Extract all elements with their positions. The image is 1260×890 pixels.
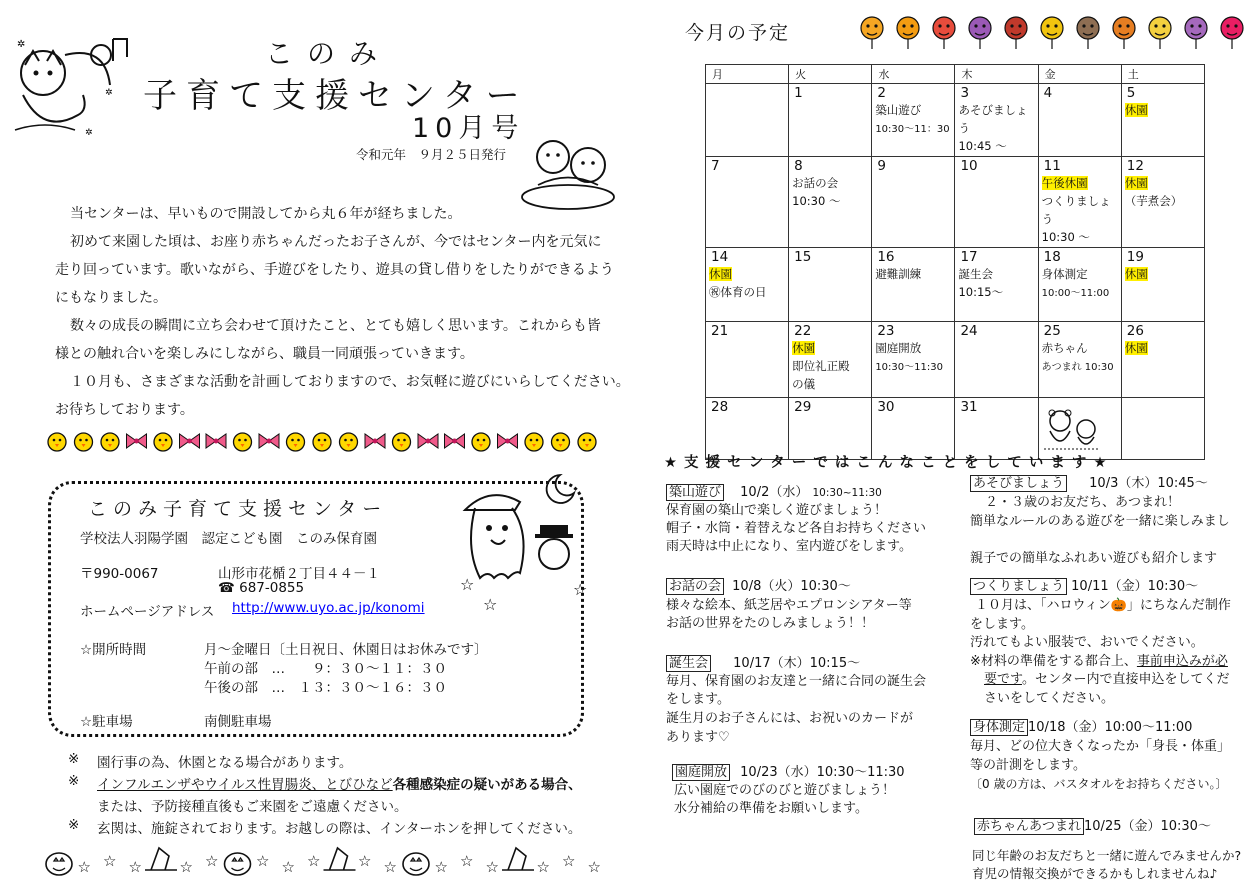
activity-line xyxy=(970,653,1228,672)
activity-line: 雨天時は中止になり、室内遊びをします。 xyxy=(666,539,912,554)
activity-line xyxy=(984,671,1229,690)
star-icon xyxy=(78,858,91,876)
activity-label: 園庭開放 xyxy=(672,764,730,781)
day-number: 11 xyxy=(1043,158,1061,174)
calendar-cell xyxy=(955,157,1038,248)
svg-text:✲: ✲ xyxy=(105,88,113,98)
activity-line: をします。 xyxy=(666,692,730,707)
calendar-cell-empty xyxy=(706,84,789,157)
svg-text:☆: ☆ xyxy=(103,852,117,870)
ribbon-icon xyxy=(445,434,465,448)
halloween-character-icon xyxy=(1005,17,1027,49)
day-number: 5 xyxy=(1126,85,1136,101)
calendar-cell xyxy=(1121,248,1204,322)
notice-text: 園行事の為、休園となる場合があります。 xyxy=(97,755,353,771)
svg-text:☆: ☆ xyxy=(587,858,601,876)
day-number: 17 xyxy=(960,249,978,265)
activity-header xyxy=(666,655,860,674)
day-number: 14 xyxy=(711,249,729,265)
day-number: 4 xyxy=(1043,85,1053,101)
event-label: 即位礼正殿 xyxy=(792,359,850,373)
star-icon xyxy=(180,858,193,876)
calendar-cell xyxy=(1038,248,1121,322)
star-icon xyxy=(486,858,499,876)
day-number: 30 xyxy=(877,399,895,415)
hours-days: 月～金曜日〔土日祝日、休園日はお休みです〕 xyxy=(204,642,488,658)
star-icon xyxy=(103,852,116,870)
calendar-cell xyxy=(1038,322,1121,398)
activity-time: 10:30~11:30 xyxy=(812,487,882,499)
activity-line: ２・３歳のお友だち、あつまれ！ xyxy=(985,495,1181,510)
day-number: 2 xyxy=(877,85,886,101)
event-label: 赤ちゃん xyxy=(1041,341,1088,355)
calendar-cell xyxy=(872,248,955,322)
activity-header xyxy=(970,475,1208,494)
ghost-halloween-illustration xyxy=(455,470,605,620)
witch-hat-icon xyxy=(324,848,356,870)
notice-text: 玄関は、施錠されております。お越しの際は、インターホンを押してください。 xyxy=(97,821,582,837)
notice-bold: 各種感染症の疑いがある場合、 xyxy=(392,777,582,793)
calendar-cell xyxy=(1121,157,1204,248)
ribbon-icon xyxy=(498,434,518,448)
activity-date: 10/17（木）10:15～ xyxy=(733,656,861,671)
svg-text:☆: ☆ xyxy=(460,575,475,594)
event-time: 10:15～ xyxy=(958,285,1004,299)
activity-line: 同じ年齢のお友だちと一緒に遊んでみませんか? xyxy=(972,848,1242,863)
svg-text:☆: ☆ xyxy=(485,858,499,876)
svg-text:☆: ☆ xyxy=(434,858,448,876)
ribbon-icon xyxy=(206,434,226,448)
homepage-label: ホームページアドレス xyxy=(80,604,215,620)
svg-text:☆: ☆ xyxy=(256,852,270,870)
chick-icon xyxy=(234,433,252,451)
svg-text:☆: ☆ xyxy=(536,858,550,876)
greeting-line: 走り回っています。歌いながら、手遊びをしたり、遊具の貸し借りをしたりができるよう xyxy=(55,262,614,278)
calendar-cell xyxy=(789,322,872,398)
ribbon-icon xyxy=(259,434,279,448)
event-time: 10:45 ～ xyxy=(958,139,1007,153)
event-label: お話の会 xyxy=(792,176,839,190)
notice-mark: ※ xyxy=(68,751,80,767)
event-label: 園庭開放 xyxy=(875,341,922,355)
star-icon xyxy=(307,852,320,870)
weekday-thu: 木 xyxy=(955,65,1038,84)
halloween-character-icon xyxy=(1221,17,1243,49)
chick-icon xyxy=(340,433,358,451)
day-number: 8 xyxy=(794,158,803,174)
weekday-fri: 金 xyxy=(1038,65,1121,84)
event-label: 誕生会 xyxy=(958,267,993,281)
notice-underlined: インフルエンザやウイルス性胃腸炎、とびひなど xyxy=(97,777,393,793)
calendar-week xyxy=(706,322,1205,398)
activity-text: 。センター内で直接申込をしてくだ xyxy=(1021,672,1230,687)
svg-text:☆: ☆ xyxy=(383,858,397,876)
witch-hat-icon xyxy=(145,848,177,870)
ribbon-icon xyxy=(180,434,200,448)
activity-label: 身体測定 xyxy=(970,719,1028,736)
activity-header xyxy=(666,578,851,597)
activity-underlined: 要です xyxy=(984,672,1022,687)
chick-icon xyxy=(313,433,331,451)
activity-line: 等の計測をします。 xyxy=(970,758,1086,773)
hours-label: ☆開所時間 xyxy=(80,642,147,658)
closed-badge: 休園 xyxy=(1124,176,1148,190)
svg-text:✲: ✲ xyxy=(85,128,93,138)
notice-text xyxy=(97,773,582,793)
star-icon xyxy=(460,852,473,870)
svg-text:☆: ☆ xyxy=(573,580,588,599)
activity-date: 10/23（水）10:30～11:30 xyxy=(740,765,905,780)
day-number: 23 xyxy=(877,323,895,339)
svg-text:☆: ☆ xyxy=(483,595,498,614)
closed-badge: 休園 xyxy=(1124,103,1148,117)
calendar-title: 今月の予定 xyxy=(685,22,791,44)
greeting-line: 初めて来園した頃は、お座り赤ちゃんだったお子さんが、今ではセンター内を元気に xyxy=(70,234,602,250)
star-icon xyxy=(435,858,448,876)
chick-icon xyxy=(154,433,172,451)
activity-line: あります♡ xyxy=(666,730,730,745)
activity-line: 水分補給の準備をお願いします。 xyxy=(674,801,868,816)
svg-text:✲: ✲ xyxy=(17,39,26,50)
day-number: 29 xyxy=(794,399,812,415)
calendar-week xyxy=(706,84,1205,157)
star-icon xyxy=(282,858,295,876)
halloween-character-icon xyxy=(969,17,991,49)
activity-line: 育児の情報交換ができるかもしれませんね♪ xyxy=(972,866,1218,881)
weekday-mon: 月 xyxy=(706,65,789,84)
activity-label: お話の会 xyxy=(666,578,724,595)
halloween-character-icon xyxy=(897,17,919,49)
calendar-cell xyxy=(1121,84,1204,157)
activity-date: 10/2（水） xyxy=(740,485,809,500)
day-number: 22 xyxy=(794,323,812,339)
day-number: 28 xyxy=(711,399,729,415)
hours-pm: 午後の部 … １３：３０～１６：３０ xyxy=(204,680,447,696)
ribbon-icon xyxy=(418,434,438,448)
activity-line: 毎月、保育園のお友達と一緒に合同の誕生会 xyxy=(666,674,927,689)
chick-icon xyxy=(101,433,119,451)
parking-value: 南側駐車場 xyxy=(204,714,272,730)
greeting-line: にもなりました。 xyxy=(55,290,167,306)
day-number: 7 xyxy=(711,158,720,174)
calendar-cell-empty xyxy=(1121,398,1204,460)
svg-text:☆: ☆ xyxy=(77,858,91,876)
activity-header xyxy=(974,818,1211,837)
center-org: 学校法人羽陽学園 認定こども園 このみ保育園 xyxy=(80,531,377,547)
day-number: 19 xyxy=(1126,249,1144,265)
activity-label: 築山遊び xyxy=(666,484,724,501)
activity-line: 毎月、どの位大きくなったか「身長・体重」 xyxy=(970,739,1231,754)
svg-text:☆: ☆ xyxy=(128,858,142,876)
calendar-week xyxy=(706,157,1205,248)
chick-ribbon-border xyxy=(45,428,615,454)
activity-underlined: 事前申込みが必 xyxy=(1136,654,1228,669)
calendar-cell xyxy=(955,322,1038,398)
event-label: 避難訓練 xyxy=(875,267,922,281)
pumpkin-icon xyxy=(46,853,72,875)
pumpkin-star-border xyxy=(45,842,615,882)
weekday-sat: 土 xyxy=(1121,65,1204,84)
activity-header xyxy=(672,764,905,783)
chick-icon xyxy=(75,433,93,451)
day-number: 16 xyxy=(877,249,895,265)
event-time: 10:30 ～ xyxy=(792,194,841,208)
activity-header xyxy=(970,578,1198,597)
day-number: 1 xyxy=(794,85,803,101)
star-icon xyxy=(384,858,397,876)
chick-icon xyxy=(472,433,490,451)
activity-header xyxy=(970,719,1192,738)
chick-icon xyxy=(393,433,411,451)
star-icon xyxy=(205,852,218,870)
activity-line: 汚れてもよい服装で、おいでください。 xyxy=(970,635,1204,650)
activity-label: 誕生会 xyxy=(666,655,711,672)
star-icon xyxy=(129,858,142,876)
publish-date: 令和元年 ９月２５日発行 xyxy=(356,147,507,162)
halloween-character-icon xyxy=(1185,17,1207,49)
calendar-cell xyxy=(706,157,789,248)
activity-date: 10/18（金）10:00～11:00 xyxy=(1028,720,1193,735)
event-label: ㊗体育の日 xyxy=(709,285,767,299)
day-number: 3 xyxy=(960,85,970,101)
closed-badge: 休園 xyxy=(792,341,816,355)
chick-icon xyxy=(552,433,570,451)
calendar-cell xyxy=(706,322,789,398)
greeting-line: 様との触れ合いを楽しみにしながら、職員一同頑張っていきます。 xyxy=(55,346,474,362)
star-icon xyxy=(537,858,550,876)
day-number: 21 xyxy=(711,323,729,339)
activity-label: 赤ちゃんあつまれ xyxy=(974,818,1084,835)
svg-text:☆: ☆ xyxy=(562,852,576,870)
day-number: 12 xyxy=(1126,158,1144,174)
day-number: 15 xyxy=(794,249,812,265)
halloween-character-icon xyxy=(1041,17,1063,49)
svg-text:☆: ☆ xyxy=(460,852,474,870)
calendar-cell xyxy=(955,84,1038,157)
calendar-header-row xyxy=(706,65,1205,84)
closed-badge: 休園 xyxy=(1124,341,1148,355)
event-time: 10:30 ～ xyxy=(1041,230,1090,244)
calendar-cell xyxy=(955,248,1038,322)
day-number: 25 xyxy=(1043,323,1061,339)
event-time: あつまれ 10:30 xyxy=(1041,362,1114,373)
chick-icon xyxy=(287,433,305,451)
svg-text:☆: ☆ xyxy=(205,852,219,870)
event-label: （芋煮会） xyxy=(1124,194,1183,208)
halloween-characters-border xyxy=(860,10,1255,54)
chick-icon xyxy=(578,433,596,451)
pumpkin-icon xyxy=(403,853,429,875)
halloween-character-icon xyxy=(1149,17,1171,49)
activity-line: 帽子・水筒・着替えなど各自お持ちください xyxy=(666,521,927,536)
day-number: 18 xyxy=(1043,249,1061,265)
witch-hat-icon xyxy=(502,848,534,870)
greeting-line: お待ちしております。 xyxy=(55,402,194,418)
star-icon xyxy=(562,852,575,870)
halloween-character-icon xyxy=(861,17,883,49)
notice-mark: ※ xyxy=(68,773,80,789)
chick-icon xyxy=(525,433,543,451)
center-name: このみ子育て支援センター xyxy=(88,498,388,520)
parking-label: ☆駐車場 xyxy=(80,714,133,730)
activities-heading: ★ 支 援 セ ン タ ー で は こ ん な こ と を し て い ま す ★ xyxy=(664,455,1108,471)
day-number: 24 xyxy=(960,323,978,339)
event-time: 10:30～11:30 xyxy=(875,362,943,373)
issue-number: 10月号 xyxy=(412,113,525,144)
closed-badge: 休園 xyxy=(1124,267,1148,281)
closed-badge: 休園 xyxy=(709,267,732,281)
event-label: あそびましょう xyxy=(958,103,1028,135)
afternoon-closed-badge: 午後休園 xyxy=(1041,176,1088,190)
ribbon-icon xyxy=(127,434,147,448)
activity-line: １０月は、「ハロウィン🎃」にちなんだ制作 xyxy=(975,598,1231,613)
calendar-cell xyxy=(1121,322,1204,398)
weekday-tue: 火 xyxy=(789,65,872,84)
halloween-character-icon xyxy=(1113,17,1135,49)
svg-text:☆: ☆ xyxy=(281,858,295,876)
bears-illustration xyxy=(1042,407,1102,453)
event-time: 10:30～11：30 xyxy=(875,124,950,135)
halloween-character-icon xyxy=(933,17,955,49)
calendar-cell xyxy=(872,84,955,157)
calendar-cell xyxy=(789,248,872,322)
svg-text:☆: ☆ xyxy=(179,858,193,876)
center-address: 山形市花楯２丁目４４－１ xyxy=(218,566,380,582)
calendar-cell xyxy=(872,157,955,248)
hours-am: 午前の部 … ９：３０～１１：３０ xyxy=(204,661,447,677)
halloween-character-icon xyxy=(1077,17,1099,49)
homepage-link[interactable]: http://www.uyo.ac.jp/konomi xyxy=(232,600,425,616)
star-icon xyxy=(588,858,601,876)
svg-text:☆: ☆ xyxy=(358,852,372,870)
chick-icon xyxy=(48,433,66,451)
day-number: 31 xyxy=(960,399,978,415)
calendar-cell xyxy=(789,157,872,248)
greeting-line: 数々の成長の瞬間に立ち会わせて頂けたこと、とても嬉しく思います。これからも皆 xyxy=(70,318,601,334)
activity-label: あそびましょう xyxy=(970,475,1067,492)
greeting-line: １０月も、さまざまな活動を計画しておりますので、お気軽に遊びにいらしてください。 xyxy=(70,374,630,390)
activity-label: つくりましょう xyxy=(970,578,1067,595)
activity-line: 親子での簡単なふれあい遊びも紹介します xyxy=(970,551,1218,566)
center-phone: ☎ 687-0855 xyxy=(218,580,305,596)
day-number: 26 xyxy=(1126,323,1144,339)
notice-mark: ※ xyxy=(68,817,80,833)
activity-text: ※材料の準備をする都合上、 xyxy=(970,654,1137,669)
tiger-music-illustration xyxy=(5,35,135,145)
activity-line: 様々な絵本、紙芝居やエプロンシアター等 xyxy=(666,598,912,613)
calendar-week xyxy=(706,248,1205,322)
title-line1: このみ xyxy=(265,37,392,70)
star-icon xyxy=(358,852,371,870)
event-label: 築山遊び xyxy=(875,103,922,117)
weekday-wed: 水 xyxy=(872,65,955,84)
kids-illustration xyxy=(518,135,618,215)
activity-line: 誕生月のお子さんには、お祝いのカードが xyxy=(666,711,914,726)
event-label: の儀 xyxy=(792,377,816,391)
activity-date: 10/11（金）10:30～ xyxy=(1071,579,1199,594)
notice-text: または、予防接種直後もご来園をご遠慮ください。 xyxy=(97,799,408,815)
calendar-cell xyxy=(706,248,789,322)
day-number: 9 xyxy=(877,158,886,174)
activity-line: さいをしてください。 xyxy=(984,691,1115,706)
event-time: 10:00～11:00 xyxy=(1041,288,1110,299)
greeting-line: 当センターは、早いもので開設してから丸６年が経ちました。 xyxy=(70,206,462,222)
title-line2: 子育て支援センター xyxy=(143,76,529,116)
ribbon-icon xyxy=(365,434,385,448)
activity-line: 〔0 歳の方は、バスタオルをお持ちください。〕 xyxy=(970,777,1228,791)
day-number: 10 xyxy=(960,158,978,174)
calendar-cell xyxy=(1038,157,1121,248)
calendar-cell xyxy=(872,322,955,398)
activity-date: 10/3（木）10:45～ xyxy=(1089,476,1208,491)
activity-line: 保育園の築山で楽しく遊びましょう！ xyxy=(666,503,888,518)
activity-line: をします。 xyxy=(970,617,1034,632)
activity-header xyxy=(666,484,882,503)
star-icon xyxy=(256,852,269,870)
activity-line: 広い園庭でのびのびと遊びましょう！ xyxy=(674,783,896,798)
center-postal: 〒990-0067 xyxy=(80,566,159,582)
event-label: 身体測定 xyxy=(1041,267,1088,281)
calendar-table xyxy=(705,64,1205,460)
calendar-cell xyxy=(1038,84,1121,157)
event-label: つくりましょう xyxy=(1041,194,1111,226)
activity-date: 10/8（火）10:30～ xyxy=(732,579,851,594)
calendar-cell xyxy=(789,84,872,157)
svg-text:☆: ☆ xyxy=(307,852,321,870)
activity-date: 10/25（金）10:30～ xyxy=(1084,819,1211,834)
activity-line: 簡単なルールのある遊びを一緒に楽しみまし xyxy=(970,514,1230,529)
pumpkin-icon xyxy=(225,853,251,875)
activity-line: お話の世界をたのしみましょう！！ xyxy=(666,616,875,631)
